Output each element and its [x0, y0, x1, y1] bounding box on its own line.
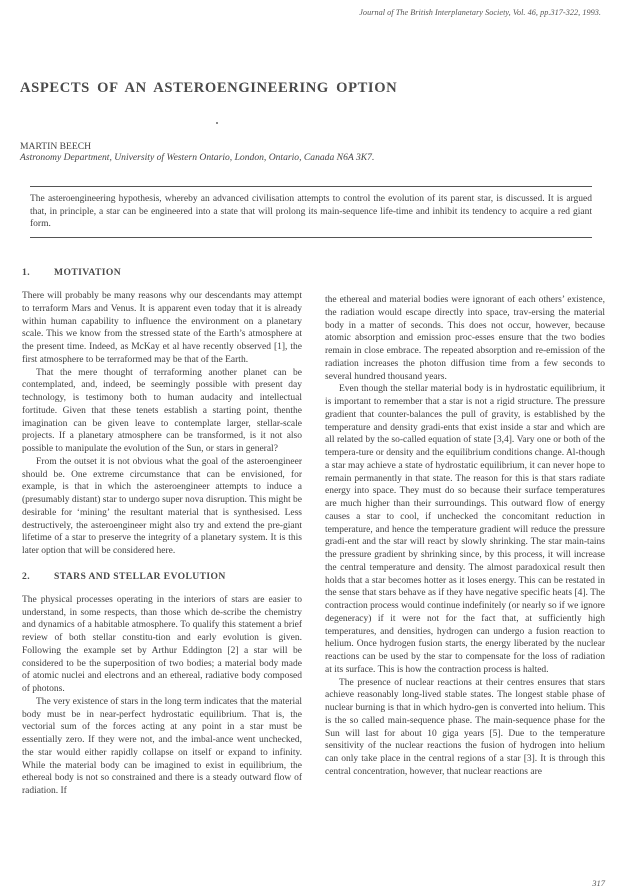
page-number: 317 — [592, 878, 605, 888]
abstract-top-rule — [30, 186, 592, 187]
spacer — [22, 558, 302, 571]
author-affiliation: Astronomy Department, University of Western Ontario, London, Ontario, Canada N6A 3K7. — [20, 152, 375, 163]
section-heading-motivation — [22, 267, 302, 280]
section-number: 2. — [22, 570, 30, 582]
paragraph: Even though the stellar material body is in hydrostatic equilibrium, it is important to remember that a star is not a rigid structure. The pressure gradient that counter-balances the pull of gravity, is established by the temperature and density gradi-ents that exist inside a star and which are all related by the so-called equation of state [3,4]. Vary one or both of the tempera-ture or density and the equilibrium conditions change. Al-though a star may achieve a state of hydrostatic equilibrium, it can never hope to remain permanently in that state. The reason for this is that stars radiate energy into space. They must do so because their surface temperatures are much higher than their surroundings. This outward flow of energy causes a star to cool, if unchecked the concomitant reduction in temperature, and hence the temperature gradient will reduce the pressure gradi-ent and the star will react by slowly shrinking. The star main-tains the pressure gradient by shrinking since, by this process, it will increase the central temperature and density. The almost paradoxical result then holds that a star becomes hotter as it loses energy. This can be restated in the sense that stars behave as if they have negative specific heats [4]. The contraction process would continue indefinitely (or nearly so if we ignore degeneracy) if it were not for the fact that, at sufficiently high temperatures, and densities, hydrogen can undergo a fusion reaction to helium. Once hydrogen fusion starts, the energy liberated by the nuclear reactions can be used by the star to compensate for the loss of radiation at its surface. This is how the contraction process is halted. — [325, 384, 605, 675]
paragraph: From the outset it is not obvious what the goal of the asteroengineer should be. One extreme circumstance that can be envisioned, for example, is that in which the asteroengineer attempts to induce a (presumably distant) star to undergo super nova disruption. This might be desirable for ‘mining’ the resultant material that is synthesised. Less destructively, the asteroengineer might also try and extend the pre-giant lifetime of a star to preserve the integrity of a planetary system. It is this later option that will be considered here. — [22, 456, 302, 556]
section-title: MOTIVATION — [54, 267, 122, 278]
abstract: The asteroengineering hypothesis, whereby an advanced civilisation attempts to control the evolution of its parent star, is discussed. It is argued that, in principle, a star can be engineered into a state that will prolong its main-sequence life-time and inhibit its tendency to acquire a red giant form. — [30, 194, 592, 230]
section-title: STARS AND STELLAR EVOLUTION — [54, 570, 226, 582]
paragraph: the ethereal and material bodies were ignorant of each others’ existence, the radiation would escape directly into space, trav-ersing the material body in a matter of seconds. This does not occur, however, because atomic absorption and emission proc-esses ensure that the two bodies remain in close embrace. The repeated absorption and re-emission of the radiation increases the photon diffusion time from a few seconds to several hundred thousand years. — [325, 295, 605, 382]
paragraph: That the mere thought of terraforming another planet can be contemplated, and, indeed, be seemingly possible with present day technology, is testimony both to human audacity and intellectual fortitude. Given that these tenets establish a starting point, thenthe imagination can be given leave to contemplate larger, stellar-scale projects. If a planetary atmosphere can be transformed, is it not also possible to manipulate the evolution of the Sun, or stars in general? — [22, 367, 302, 454]
abstract-bottom-rule — [30, 237, 592, 238]
paper-title: ASPECTS OF AN ASTEROENGINEERING OPTION — [20, 80, 398, 96]
author-name: MARTIN BEECH — [20, 141, 92, 152]
paragraph: There will probably be many reasons why our descendants may attempt to terraform Mars and Venus. It is apparent even today that it is already within human capability to influence the environment on a planetary scale. This we know from the stressed state of the Earth’s atmosphere at the present time. Indeed, as McKay et al have recently observed [1], the first atmosphere to be terraformed may be that of the Earth. — [22, 291, 302, 365]
stray-dot — [216, 122, 218, 124]
paragraph: The physical processes operating in the interiors of stars are easier to understand, in some respects, than those which de-scribe the chemistry and dynamics of a habitable atmosphere. To qualify this statement a brief review of both stellar constitu-tion and early evolution is given. Following the example set by Arthur Eddington [2] a star will be considered to be the superposition of two bodies; a material body made of atomic nuclei and electrons and an ethereal, radiative body composed of photons. — [22, 594, 302, 694]
right-column — [325, 294, 605, 779]
section-number: 1. — [22, 267, 30, 278]
journal-header: Journal of The British Interplanetary Society, Vol. 46, pp.317-322, 1993. — [359, 8, 601, 17]
left-column — [22, 267, 302, 798]
paragraph: The very existence of stars in the long term indicates that the material body must be in near-perfect hydrostatic equilibrium. That is, the vectorial sum of the forces acting at any point in a star must be essentially zero. If they were not, and the imbal-ance went unchecked, the star would either rapidly collapse on itself or expand to infinity. While the material body can be imagined to exist in equilibrium, the ethereal body is not so constrained and there is a steady outward flow of radiation. If — [22, 696, 302, 796]
paragraph: The presence of nuclear reactions at their centres ensures that stars achieve reasonably long-lived stable states. The longest stable phase of nuclear burning is that in which hydro-gen is converted into helium. This is the so called main-sequence phase. The main-sequence phase for the Sun will last for about 10 giga years [5]. Due to the temperature sensitivity of the nuclear reactions the fusion of hydrogen into helium can only take place in the central regions of a star [3]. It is through this central concentration, however, that nuclear reactions are — [325, 677, 605, 777]
section-heading-stellar-evolution — [22, 571, 302, 584]
